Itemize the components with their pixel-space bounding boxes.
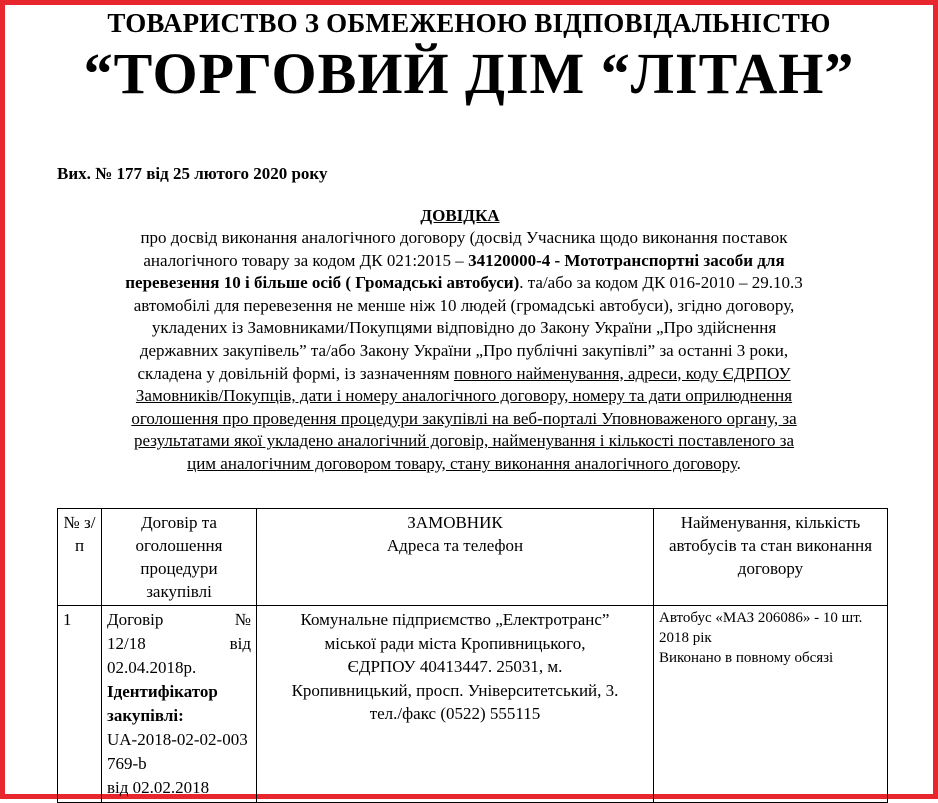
desc-text: . <box>736 453 741 473</box>
contract-line <box>107 608 251 632</box>
header-client-subtitle: Адреса та телефон <box>386 536 524 555</box>
company-name-line2: “ТОРГОВИЙ ДІМ “ЛІТАН” <box>83 41 855 106</box>
desc-text: складена у довільній формі, із зазначенням <box>137 363 454 383</box>
experience-table <box>57 508 888 803</box>
desc-underlined: цим аналогічним договором товару, стану виконання аналогічного договору <box>187 453 737 473</box>
contract-line <box>107 632 251 656</box>
info-product: Автобус «МАЗ 206086» - 10 шт. 2018 рік <box>659 610 863 646</box>
header-client <box>257 509 654 606</box>
desc-text: . та/або за кодом ДК 016-2010 – 29.10.3 <box>519 273 803 293</box>
outgoing-number: Вих. № 177 від 25 лютого 2020 року <box>57 164 328 183</box>
from-word: від <box>229 634 251 653</box>
document-description <box>60 227 868 476</box>
desc-line <box>60 250 868 273</box>
info-status: Виконано в повному обсязі <box>659 650 834 666</box>
desc-line <box>60 272 868 295</box>
cell-info <box>654 606 888 803</box>
contract-number: 12/18 <box>107 634 146 653</box>
company-name-line1: ТОВАРИСТВО З ОБМЕЖЕНОЮ ВІДПОВІДАЛЬНІСТЮ <box>107 8 831 38</box>
table-header-row <box>58 509 888 606</box>
cell-client <box>257 606 654 803</box>
desc-line: оголошення про проведення процедури закупівлі на веб-порталі Уповноваженого органу, за <box>131 408 797 428</box>
contract-word: Договір <box>107 610 164 629</box>
client-line: Комунальне підприємство „Електротранс” <box>300 610 610 629</box>
desc-bold: 34120000-4 - Мототранспортні засоби для <box>468 250 785 270</box>
contract-date: 02.04.2018р. <box>107 658 197 677</box>
desc-bold: перевезення 10 і більше осіб ( Громадські автобуси) <box>125 273 520 293</box>
desc-line <box>60 363 868 386</box>
desc-text: аналогічного товару за кодом ДК 021:2015 – <box>143 250 469 270</box>
desc-line: Замовників/Покупців, дати і номеру аналогічного договору, номеру та дати оприлюднення <box>135 386 793 406</box>
desc-line: автомобілі для перевезення не менше ніж 10 людей (громадські автобуси), згідно договору, <box>133 295 795 315</box>
desc-line: державних закупівель” та/або Закону України „Про публічні закупівлі” за останні 3 роки, <box>139 340 789 360</box>
procurement-id-value: UA-2018-02-02-003769-b <box>107 730 248 773</box>
header-number: № з/п <box>58 509 102 606</box>
desc-line: укладених із Замовниками/Покупцями відповідно до Закону України „Про здійснення <box>151 318 777 338</box>
document-title: ДОВІДКА <box>420 206 500 225</box>
client-line: ЄДРПОУ 40413447. 25031, м. <box>347 657 563 676</box>
cell-number: 1 <box>58 606 102 803</box>
procurement-id-label: Ідентифікатор закупівлі: <box>107 682 218 725</box>
desc-underlined: повного найменування, адреси, коду ЄДРПОУ <box>453 363 791 383</box>
desc-line: про досвід виконання аналогічного договору (досвід Учасника щодо виконання поставок <box>140 228 788 247</box>
client-line: міської ради міста Кропивницького, <box>324 633 586 653</box>
header-client-title: ЗАМОВНИК <box>407 513 503 532</box>
header-contract: Договір та оголошення процедури закупівлі <box>102 509 257 606</box>
header-info: Найменування, кількість автобусів та стан виконання договору <box>654 509 888 606</box>
table-row <box>58 606 888 803</box>
client-line: Кропивницький, просп. Університетський, 3. <box>291 680 619 700</box>
procurement-id-date: від 02.02.2018 <box>107 778 210 797</box>
desc-line <box>60 453 868 476</box>
client-line: тел./факс (0522) 555115 <box>369 704 541 723</box>
cell-contract <box>102 606 257 803</box>
number-sign: № <box>234 610 251 629</box>
desc-line: результатами якої укладено аналогічний договір, найменування і кількості поставленого за <box>133 431 794 451</box>
